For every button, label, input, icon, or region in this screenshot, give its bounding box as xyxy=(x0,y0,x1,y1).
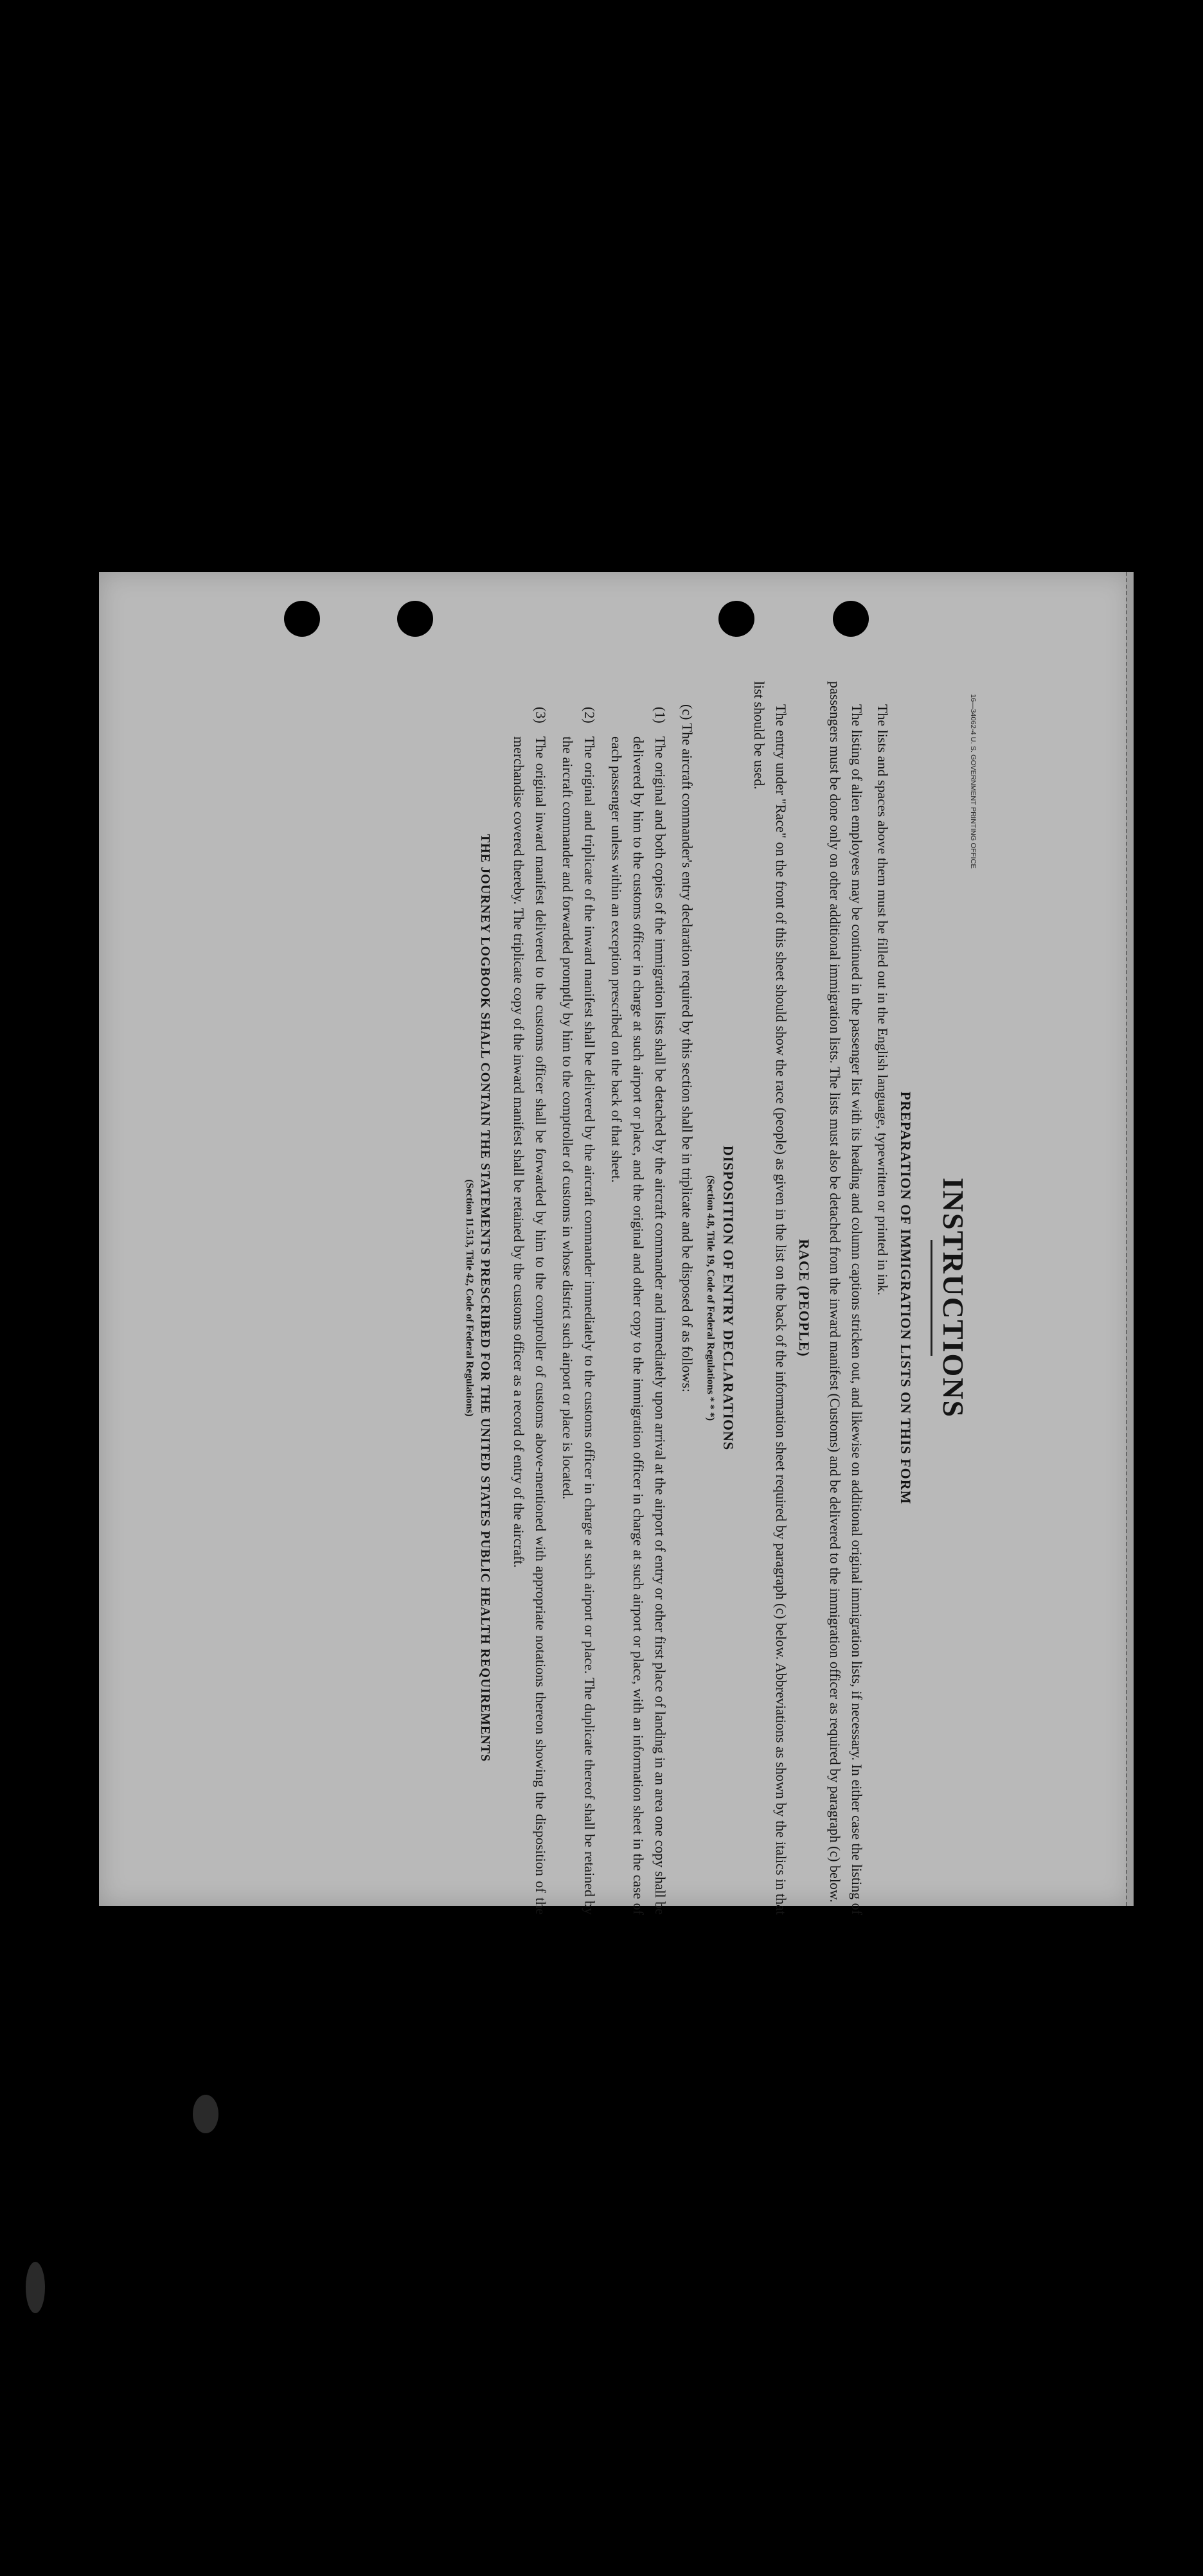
list-item xyxy=(557,707,600,1915)
paragraph: The listing of alien employees may be continued in the passenger list with its heading and column captions stricken out, and likewise on additional original immigration lists, if necessary. In either case the listing of passengers must be done only on other additional immigration lists. The lists must also be detached from the inward manifest (Customs) and be delivered to the immigration officer as required by paragraph (c) below. xyxy=(827,681,865,1915)
list-item xyxy=(508,707,551,1915)
paragraph: The lists and spaces above them must be filled out in the English language, typewritten or printed in ink. xyxy=(875,704,891,1296)
list-item xyxy=(605,707,671,1915)
section-heading-race: RACE (PEOPLE) xyxy=(796,1239,812,1357)
punch-hole xyxy=(833,601,869,637)
bleed-through-text xyxy=(168,681,245,1401)
punch-hole xyxy=(718,601,754,637)
closing-citation: (Section 11.513, Title 42, Code of Federal Regulations) xyxy=(464,1179,475,1417)
section-citation: (Section 4.8, Title 19, Code of Federal Regulations * * *) xyxy=(705,1175,716,1421)
paragraph: (c) The aircraft commander's entry declaration required by this section shall be in triplicate and be disposed of as follows: xyxy=(679,704,695,1392)
punch-hole xyxy=(284,601,320,637)
instructions-block xyxy=(302,681,970,1915)
paragraph: The entry under "Race" on the front of this sheet should show the race (people) as given in the list on the back of the information sheet required by paragraph (c) below. Abbreviations as shown by the italics in that list should be used. xyxy=(751,681,789,1915)
list-item-number: (2) xyxy=(582,707,598,724)
list-item-text: The original and triplicate of the inward manifest shall be delivered by the aircraft commander immediately to the customs officer in charge at such airport or place. The duplicate thereof shall be retained by the aircraft commander and forwarded promptly by him to the comptroller of customs in whose district such airport or place is located. xyxy=(560,736,598,1915)
list-item-text: The original and both copies of the immigration lists shall be detached by the aircraft commander and immediately upon arrival at the airport of entry or other first place of landing in an area one copy shall be delivered by him to the customs officer in charge at such airport or place, and the original and other copy to the immigration officer in charge at such airport or place, with an information sheet in the case of each passenger unless within an exception prescribed on the back of that sheet. xyxy=(609,736,668,1915)
scan-speck xyxy=(26,2262,45,2313)
title-rule xyxy=(931,1240,932,1356)
closing-heading: THE JOURNEY LOGBOOK SHALL CONTAIN THE STATEMENTS PRESCRIBED FOR THE UNITED STATES PUBLIC HEALTH REQUIREMENTS xyxy=(478,833,492,1763)
scan-speck xyxy=(193,2095,218,2133)
list-item-number: (1) xyxy=(652,707,668,724)
section-heading-preparation: PREPARATION OF IMMIGRATION LISTS ON THIS FORM xyxy=(898,1091,914,1505)
section-heading-disposition: DISPOSITION OF ENTRY DECLARATIONS xyxy=(720,1145,736,1451)
perforated-edge xyxy=(1126,572,1134,1906)
punch-hole xyxy=(397,601,433,637)
printer-imprint: 16—34062-4 U. S. GOVERNMENT PRINTING OFFICE xyxy=(969,694,977,869)
list-item-text: The original inward manifest delivered to the customs officer shall be forwarded by him to the comptroller of customs above-mentioned with appropriate notations thereon showing the disposition of the merchandise covered thereby. The triplicate copy of the inward manifest shall be retained by the customs officer as a record of entry of the aircraft. xyxy=(511,736,549,1915)
list-item-number: (3) xyxy=(533,707,549,724)
page-title: INSTRUCTIONS xyxy=(937,1177,970,1419)
